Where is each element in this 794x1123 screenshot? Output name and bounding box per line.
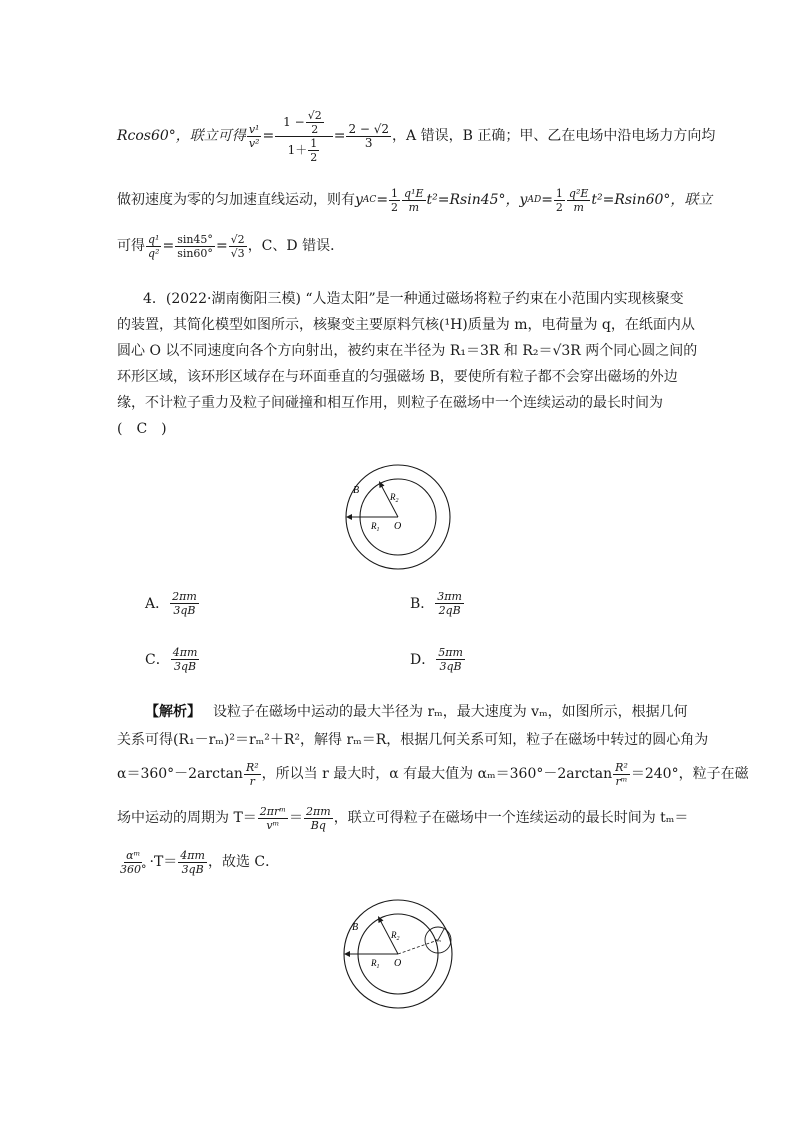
- question-line: 的装置，其简化模型如图所示，核聚变主要原料氕核(¹H)质量为 m，电荷量为 q，在纸面内从: [117, 317, 695, 333]
- r1-arrowhead: [344, 951, 350, 957]
- equation-line-1: Rcos60°，联立可得 $\frac{\text{v¹}}{\text{v²}}$ = 1 − $\frac{√2}{2}$ 1＋ $\frac{1}{2}$ = $\frac{2 - √2}{3}$ ，A 错误，B 正确；甲、乙在电场中沿电场力方向均: [117, 108, 716, 164]
- r1-arrowhead: [346, 514, 352, 520]
- question-line: 4．(2022·湖南衡阳三模) “人造太阳”是一种通过磁场将粒子约束在小范围内实现核聚变: [143, 291, 684, 307]
- nested-fraction: 1 − $\frac{√2}{2}$ 1＋ $\frac{1}{2}$: [275, 109, 333, 164]
- label-R2: $R_2$: [391, 930, 400, 942]
- question-line: 缘，不计粒子重力及粒子间碰撞和相互作用，则粒子在磁场中一个连续运动的最长时间为: [117, 395, 663, 411]
- solution-tag: 【解析】: [145, 704, 201, 720]
- answer-bracket: ( C ): [117, 421, 167, 437]
- label-rm: rₘ: [435, 938, 442, 944]
- solution-line-3: α＝360°－2arctan $\frac{\text{R²}}{r}$ ，所以当 r 最大时，α 有最大值为 αₘ＝360°－2arctan $\frac{\text{R²}}{\text{rᵐ}}$ ＝240°，粒子在磁: [117, 760, 749, 788]
- equation-prefix: Rcos60°，联立可得: [117, 128, 246, 144]
- question-4: [117, 286, 698, 442]
- figure-concentric-circles-1: [338, 462, 458, 572]
- option-b[interactable]: B． $\frac{3\pi m}{2qB}$: [410, 590, 462, 617]
- option-d[interactable]: D． $\frac{5\pi m}{3qB}$: [410, 646, 463, 673]
- option-c[interactable]: C． $\frac{4\pi m}{3qB}$: [145, 646, 198, 673]
- option-a[interactable]: A． $\frac{2\pi m}{3qB}$: [145, 590, 197, 617]
- question-line: 环形区域，该环形区域存在与环面垂直的匀强磁场 B，要使所有粒子都不会穿出磁场的外边: [117, 369, 678, 385]
- label-R2: $R_2$: [390, 492, 399, 504]
- question-line: 圆心 O 以不同速度向各个方向射出，被约束在半径为 R₁＝3R 和 R₂＝√3R 两个同心圆之间的: [117, 343, 698, 359]
- equation-line-3: 可得 $\frac{\text{q¹}}{\text{q²}}$ = $\frac{\sin 45^\circ}{\sin 60^\circ}$ = $\frac{√2}{√3}$ ，C、D 错误．: [117, 232, 345, 260]
- result-fraction: $\frac{2 - √2}{3}$: [348, 121, 390, 150]
- label-B: B: [353, 485, 360, 496]
- label-R1: $R_1$: [371, 958, 380, 970]
- label-R1: $R_1$: [371, 521, 380, 533]
- label-B: B: [352, 922, 359, 933]
- solution-line-1: 【解析】 设粒子在磁场中运动的最大半径为 rₘ，最大速度为 vₘ，如图所示，根据几何: [145, 704, 688, 720]
- label-O: O: [394, 521, 402, 532]
- equation-line-2: 做初速度为零的匀加速直线运动，则有 y AC = $\frac{1}{2}$ $\frac{\text{q¹E}}{m}$ t²=Rsin45°， y AD = $\frac{1}{2}$ $\frac{\text{q²E}}{m}$ t²=Rsin60°，联立: [117, 186, 713, 214]
- figure-concentric-circles-2: [338, 898, 458, 1010]
- solution-line-2: 关系可得(R₁－rₘ)²＝rₘ²＋R²，解得 rₘ＝R，根据几何关系可知，粒子在磁场中转过的圆心角为: [117, 732, 709, 748]
- label-O: O: [394, 958, 402, 969]
- solution-line-4: 场中运动的周期为 T＝ $\frac{\text{2πrᵐ}}{\text{vᵐ}}$ ＝ $\frac{2\pi m}{Bq}$ ，联立可得粒子在磁场中一个连续运动的最长时间为 tₘ＝: [117, 804, 689, 832]
- solution-line-5: $\frac{\text{αᵐ}}{360^\circ}$ ·T＝ $\frac{4\pi m}{3qB}$ ，故选 C．: [120, 848, 280, 876]
- equation-suffix: ，A 错误，B 正确；甲、乙在电场中沿电场力方向均: [392, 128, 716, 144]
- velocity-ratio-fraction: $\frac{\text{v¹}}{\text{v²}}$: [248, 122, 260, 150]
